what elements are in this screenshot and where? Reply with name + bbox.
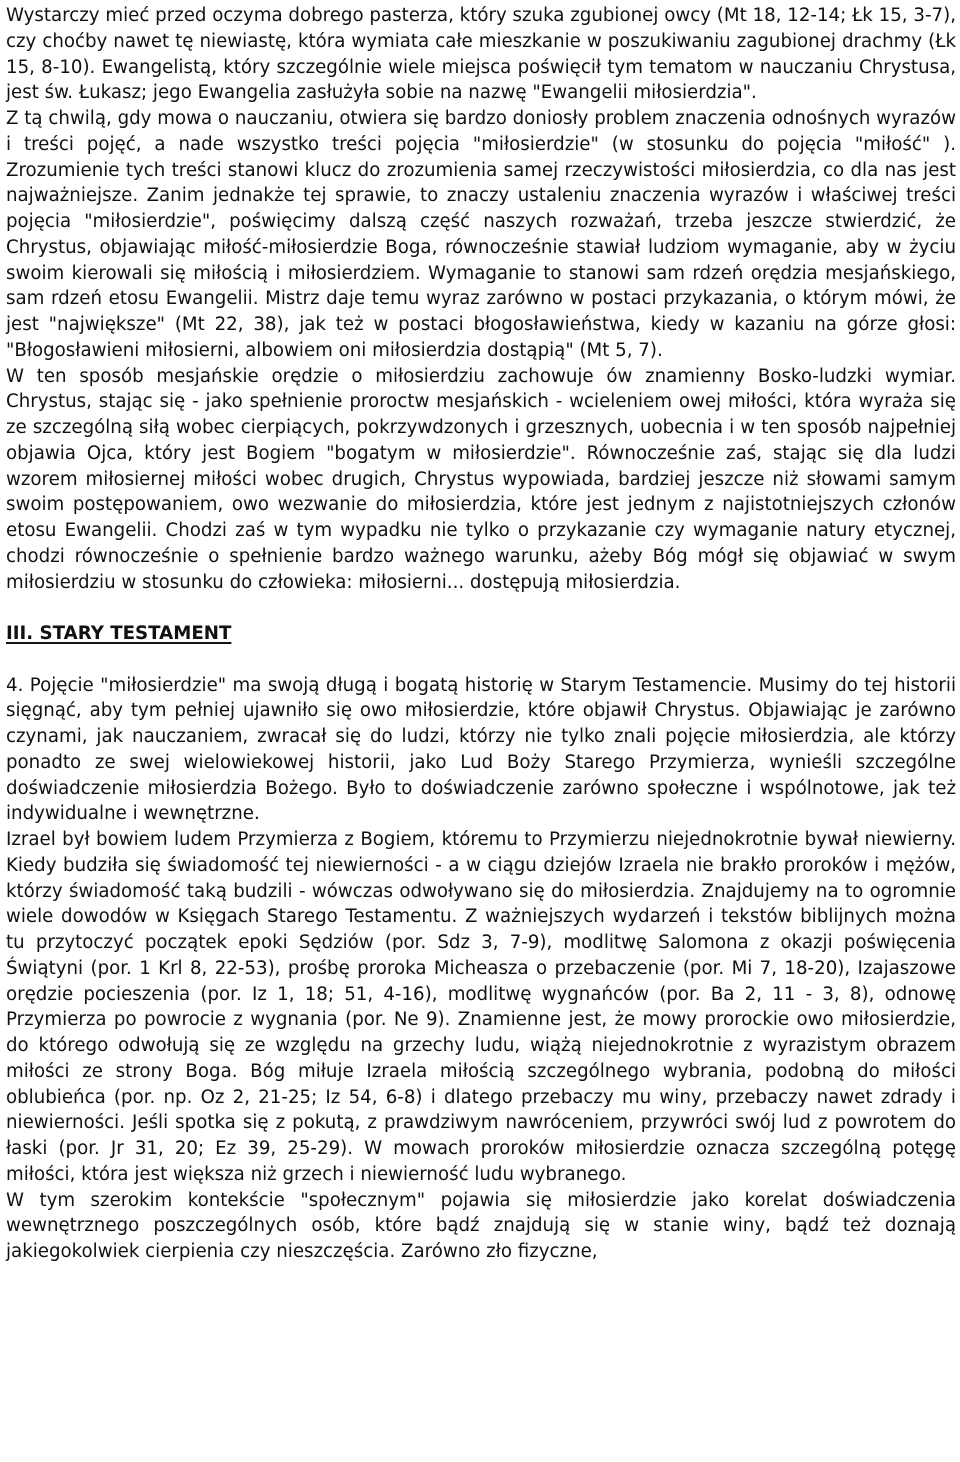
ethos-paragraph: W ten sposób mesjańskie orędzie o miłosierdziu zachowuje ów znamienny Bosko-ludzki wymiar. Chrystus, stając się - jako spełnienie proroctw mesjańskich - wcieleniem owej miłości, która wyraża się ze szczególną siłą wobec cierpiących, pokrzywdzonych i grzesznych, uobecnia i w ten sposób najpełniej objawia Ojca, który jest Bogiem "bogatym w miłosierdzie". Równocześnie zaś, stając się dla ludzi wzorem miłosiernej miłości wobec drugich, Chrystus wypowiada, bardziej jeszcze niż słowami samym swoim postępowaniem, owo wezwanie do miłosierdzia, które jest jednym z najistotniejszych członów etosu Ewangelii. Chodzi zaś w tym wypadku nie tylko o przykazanie czy wymaganie natury etycznej, chodzi równocześnie o spełnienie bardzo ważnego warunku, ażeby Bóg mógł się objawiać w swym miłosierdziu w stosunku do człowieka: miłosierni... dostępują miłosierdzia.	[6, 365, 956, 593]
context-paragraph: W tym szerokim kontekście "społecznym" pojawia się miłosierdzie jako korelat doświadczenia wewnętrznego poszczególnych osób, które bądź znajdują się w stanie winy, bądź też doznają jakiegokolwiek cierpienia czy nieszczęścia. Zarówno zło fizyczne,	[6, 1189, 956, 1262]
blank-line	[6, 595, 956, 621]
section-paragraph: 4. Pojęcie "miłosierdzie" ma swoją długą i bogatą historię w Starym Testamencie. Musimy do tej historii sięgnąć, aby tym pełniej ujawniło się owo miłosierdzie, które objawił Chrystus. Objawiając je zarówno czynami, jak nauczaniem, zwracał się do ludzi, którzy nie tylko znali pojęcie miłosierdzia, ale którzy ponadto ze swej wielowiekowej historii, jako Lud Boży Starego Przymierza, wynieśli szczególne doświadczenie miłosierdzia Bożego. Było to doświadczenie zarówno społeczne i wspólnotowe, jak też indywidualne i wewnętrzne.	[6, 674, 956, 825]
section-heading: III. STARY TESTAMENT	[6, 623, 232, 644]
intro-paragraph: Wystarczy mieć przed oczyma dobrego pasterza, który szuka zgubionej owcy (Mt 18, 12-14; Łk 15, 3-7), czy choćby nawet tę niewiastę, która wymiata całe mieszkanie w poszukiwaniu zagubionej drachmy (Łk 15, 8-10). Ewangelistą, który szczególnie wiele miejsca poświęcił tym tematom w nauczaniu Chrystusa, jest św. Łukasz; jego Ewangelia zasłużyła sobie na nazwę "Ewangelii miłosierdzia".	[6, 5, 956, 104]
blank-line	[6, 647, 956, 673]
israel-paragraph: Izrael był bowiem ludem Przymierza z Bogiem, któremu to Przymierzu niejednokrotnie bywał niewierny. Kiedy budziła się świadomość tej niewierności - a w ciągu dziejów Izraela nie brakło proroków i mężów, którzy świadomość taką budzili - wówczas odwoływano się do miłosierdzia. Znajdujemy na to ogromnie wiele dowodów w Księgach Starego Testamentu. Z ważniejszych wydarzeń i tekstów biblijnych można tu przytoczyć początek epoki Sędziów (por. Sdz 3, 7-9), modlitwę Salomona z okazji poświęcenia Świątyni (por. 1 Krl 8, 22-53), prośbę proroka Micheasza o przebaczenie (por. Mi 7, 18-20), Izajaszowe orędzie pocieszenia (por. Iz 1, 18; 51, 4-16), modlitwę wygnańców (por. Ba 2, 11 - 3, 8), odnowę Przymierza po powrocie z wygnania (por. Ne 9). Znamienne jest, że mowy prorockie owo miłosierdzie, do którego odwołują się ze względu na grzechy ludu, wiążą niejednokrotnie z wyrazistym obrazem miłości ze strony Boga. Bóg miłuje Izraela miłością szczególnego wybrania, podobną do miłości oblubieńca (por. np. Oz 2, 21-25; Iz 54, 6-8) i dlatego przebaczy mu winy, przebaczy nawet zdrady i niewierności. Jeśli spotka się z pokutą, z prawdziwym nawróceniem, przywróci swój lud z powrotem do łaski (por. Jr 31, 20; Ez 39, 25-29). W mowach proroków miłosierdzie oznacza szczególną potęgę miłości, która jest większa niż grzech i niewierność ludu wybranego.	[6, 829, 956, 1185]
meaning-paragraph: Z tą chwilą, gdy mowa o nauczaniu, otwiera się bardzo doniosły problem znaczenia odnośnych wyrazów i treści pojęć, a nade wszystko treści pojęcia "miłosierdzie" (w stosunku do pojęcia "miłość" ). Zrozumienie tych treści stanowi klucz do zrozumienia samej rzeczywistości miłosierdzia, co dla nas jest najważniejsze. Zanim jednakże tej sprawie, to znaczy ustaleniu znaczenia wyrazów i właściwej treści pojęcia "miłosierdzie", poświęcimy dalszą część naszych rozważań, trzeba jeszcze stwierdzić, że Chrystus, objawiając miłość-miłosierdzie Boga, równocześnie stawiał ludziom wymaganie, aby w życiu swoim kierowali się miłością i miłosierdziem. Wymaganie to stanowi sam rdzeń orędzia mesjańskiego, sam rdzeń etosu Ewangelii. Mistrz daje temu wyraz zarówno w postaci przykazania, o którym mówi, że jest "największe" (Mt 22, 38), jak też w postaci błogosławieństwa, kiedy w kazaniu na górze głosi: "Błogosławieni miłosierni, albowiem oni miłosierdzia dostąpią" (Mt 5, 7).	[6, 108, 956, 361]
